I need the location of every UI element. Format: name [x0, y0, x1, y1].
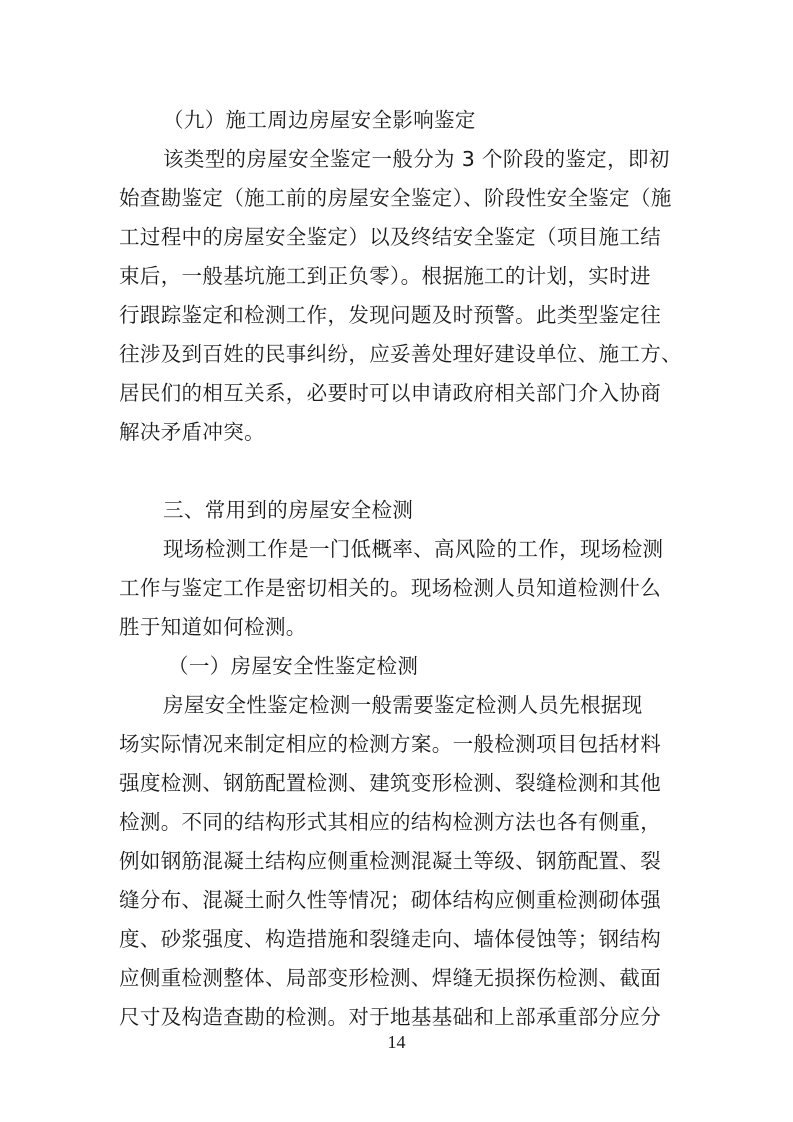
paragraph-line: 检测。不同的结构形式其相应的结构检测方法也各有侧重，: [119, 810, 662, 834]
paragraph-line: 工过程中的房屋安全鉴定）以及终结安全鉴定（项目施工结: [119, 225, 662, 249]
paragraph-line: 工作与鉴定工作是密切相关的。现场检测人员知道检测什么: [119, 576, 662, 600]
paragraph-line: 胜于知道如何检测。: [119, 615, 307, 639]
paragraph-line: 解决矛盾冲突。: [119, 420, 265, 444]
paragraph-line: 行跟踪鉴定和检测工作，发现问题及时预警。此类型鉴定往: [119, 303, 662, 327]
page-number: 14: [387, 1032, 406, 1052]
paragraph-line: 缝分布、混凝土耐久性等情况；砌体结构应侧重检测砌体强: [119, 888, 662, 912]
section-3-heading: 三、常用到的房屋安全检测: [163, 498, 414, 522]
paragraph-line: 束后，一般基坑施工到正负零）。根据施工的计划，实时进: [119, 264, 651, 288]
paragraph-line: 场实际情况来制定相应的检测方案。一般检测项目包括材料: [119, 732, 662, 756]
section-3-1-heading: （一）房屋安全性鉴定检测: [168, 654, 419, 678]
paragraph-line: 例如钢筋混凝土结构应侧重检测混凝土等级、钢筋配置、裂: [119, 849, 662, 873]
paragraph-line: 该类型的房屋安全鉴定一般分为 3 个阶段的鉴定，即初: [163, 147, 670, 171]
paragraph-line: 度、砂浆强度、构造措施和裂缝走向、墙体侵蚀等；钢结构: [119, 927, 662, 951]
paragraph-line: 强度检测、钢筋配置检测、建筑变形检测、裂缝检测和其他: [119, 771, 662, 795]
paragraph-line: 始查勘鉴定（施工前的房屋安全鉴定）、阶段性安全鉴定（施: [119, 186, 672, 210]
paragraph-line: 尺寸及构造查勘的检测。对于地基基础和上部承重部分应分: [119, 1005, 662, 1029]
paragraph-line: 现场检测工作是一门低概率、高风险的工作，现场检测: [163, 537, 664, 561]
paragraph-line: 房屋安全性鉴定检测一般需要鉴定检测人员先根据现: [163, 693, 643, 717]
paragraph-line: 居民们的相互关系，必要时可以申请政府相关部门介入协商: [119, 381, 662, 405]
paragraph-line: 应侧重检测整体、局部变形检测、焊缝无损探伤检测、截面: [119, 966, 662, 990]
section-9-heading: （九）施工周边房屋安全影响鉴定: [163, 108, 476, 132]
paragraph-line: 往涉及到百姓的民事纠纷，应妥善处理好建设单位、施工方、: [119, 342, 682, 366]
